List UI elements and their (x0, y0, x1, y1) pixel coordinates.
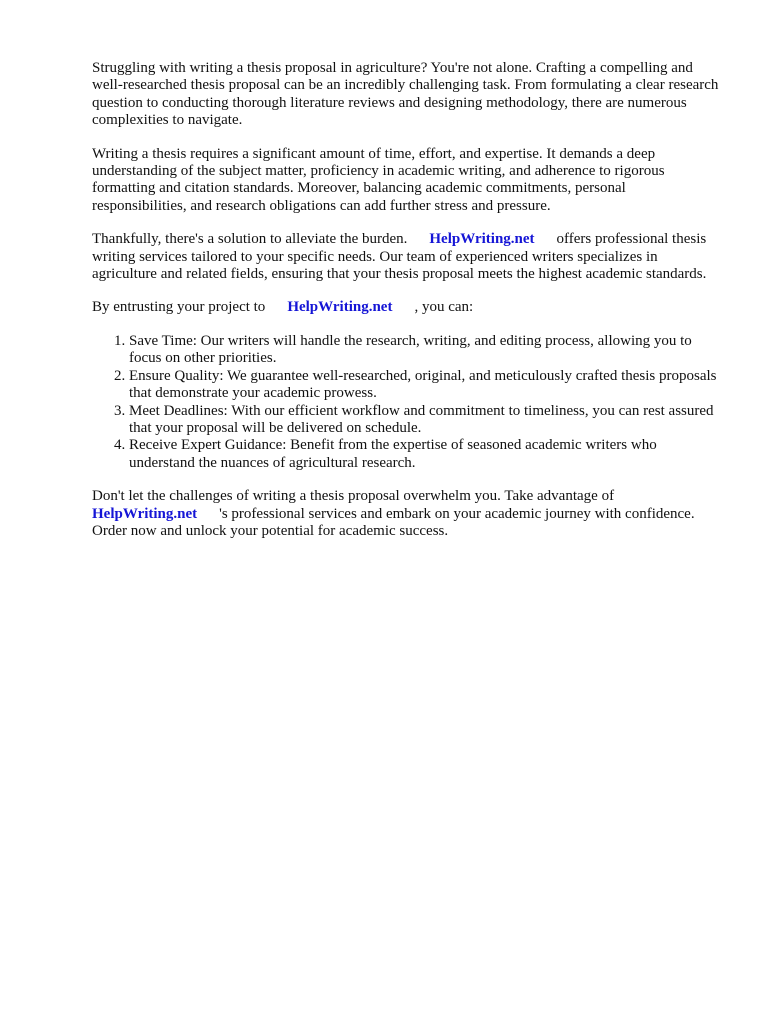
entrust-paragraph (92, 299, 722, 316)
entrust-text-before: By entrusting your project to (92, 299, 266, 316)
list-item: 3. Meet Deadlines: With our efficient workflow and commitment to timeliness, you can rest assured that your proposal will be delivered on schedule. (129, 403, 722, 438)
helpwriting-link[interactable]: HelpWriting.net (287, 299, 393, 316)
closing-text-after: 's professional services and embark on your academic journey with confidence. Order now and unlock your potential for academic success. (92, 505, 695, 539)
solution-paragraph (92, 231, 722, 283)
list-item: 1. Save Time: Our writers will handle the research, writing, and editing process, allowing you to focus on other priorities. (129, 333, 722, 368)
closing-paragraph (92, 488, 722, 540)
helpwriting-link[interactable]: HelpWriting.net (92, 505, 198, 522)
intro-paragraph: Struggling with writing a thesis proposal in agriculture? You're not alone. Crafting a compelling and well-researched thesis proposal can be an incredibly challenging task. From formulating a clear research question to conducting thorough literature reviews and designing methodology, there are numerous complexities to navigate. (92, 60, 719, 129)
solution-text-before: Thankfully, there's a solution to alleviate the burden. (92, 231, 408, 248)
entrust-text-after: , you can: (414, 299, 474, 316)
challenges-paragraph: Writing a thesis requires a significant amount of time, effort, and expertise. It demands a deep understanding of the subject matter, proficiency in academic writing, and adherence to rigorous formatting and citation standards. Moreover, balancing academic commitments, personal responsibilities, and research obligations can add further stress and pressure. (92, 145, 665, 214)
benefits-list (92, 333, 722, 472)
solution-text-after: offers professional thesis writing services tailored to your specific needs. Our team of experienced writers specializes in agriculture and related fields, ensuring that your thesis proposal meets the highest academic standards. (92, 231, 707, 283)
document-page (92, 60, 722, 556)
list-item: 2. Ensure Quality: We guarantee well-researched, original, and meticulously crafted thesis proposals that demonstrate your academic prowess. (129, 368, 722, 403)
closing-text-before: Don't let the challenges of writing a thesis proposal overwhelm you. Take advantage of (92, 488, 615, 505)
helpwriting-link[interactable]: HelpWriting.net (429, 231, 535, 248)
list-item: 4. Receive Expert Guidance: Benefit from the expertise of seasoned academic writers who understand the nuances of agricultural research. (129, 437, 722, 472)
